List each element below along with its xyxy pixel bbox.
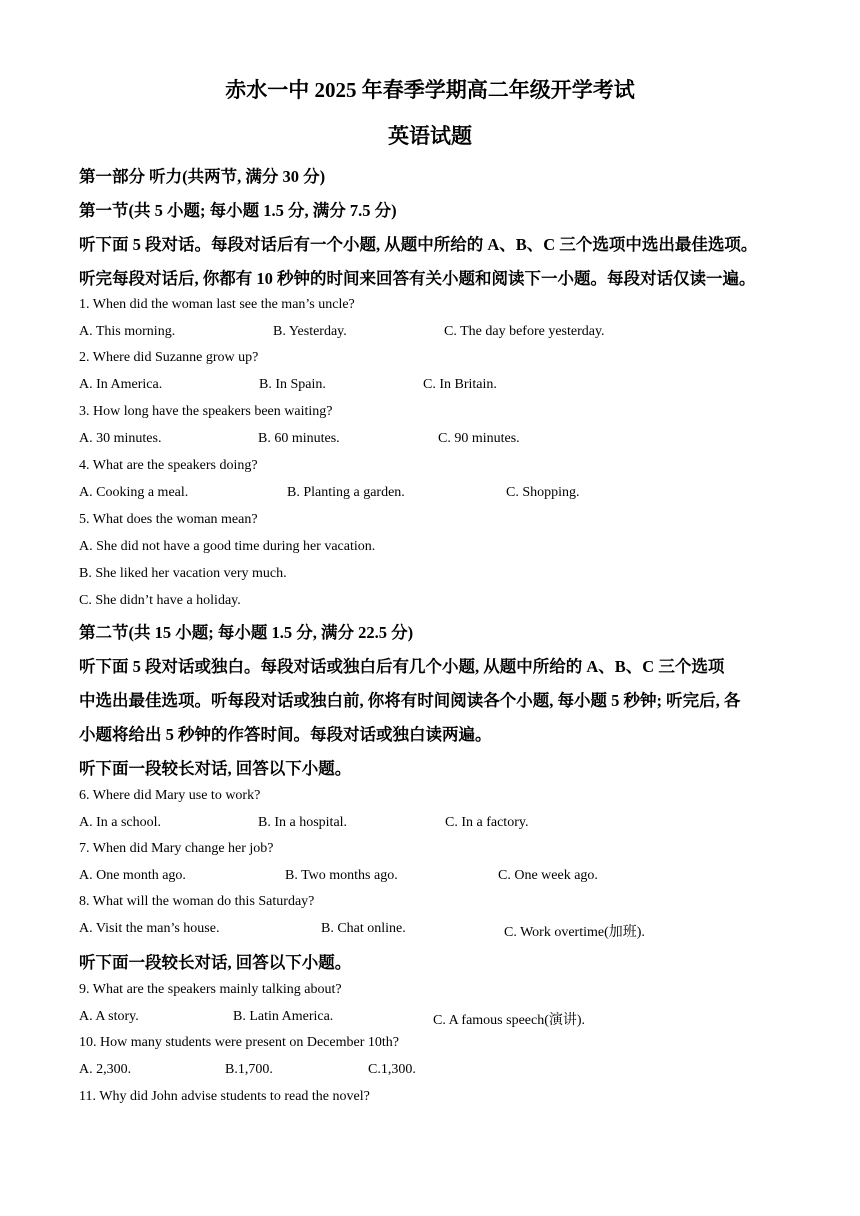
option-a: A. A story.	[79, 1009, 139, 1024]
option-b: B.1,700.	[225, 1062, 273, 1077]
option-b: B. Latin America.	[233, 1009, 334, 1024]
exam-subtitle: 英语试题	[388, 124, 472, 148]
section1-heading: 第一节(共 5 小题; 每小题 1.5 分, 满分 7.5 分)	[79, 201, 397, 220]
option-b: B. Planting a garden.	[287, 485, 405, 500]
section2-instruction-line: 小题将给出 5 秒钟的作答时间。每段对话或独白读两遍。	[79, 725, 492, 744]
option-a: A. 2,300.	[79, 1062, 132, 1077]
option-b: B. Chat online.	[321, 921, 406, 936]
option-c: C. Shopping.	[506, 485, 580, 500]
part1-heading: 第一部分 听力(共两节, 满分 30 分)	[79, 167, 326, 186]
option-b: B. Two months ago.	[285, 868, 398, 883]
option-a: A. One month ago.	[79, 868, 186, 883]
question-text: 8. What will the woman do this Saturday?	[79, 894, 315, 909]
question-text: 7. When did Mary change her job?	[79, 841, 274, 856]
dialogue-intro: 听下面一段较长对话, 回答以下小题。	[79, 953, 352, 972]
option-a: A. Cooking a meal.	[79, 485, 189, 500]
question-text: 2. Where did Suzanne grow up?	[79, 350, 259, 365]
option-a: A. Visit the man’s house.	[79, 921, 220, 936]
question-text: 5. What does the woman mean?	[79, 512, 258, 527]
option-a: A. In a school.	[79, 815, 162, 830]
option-b: B. Yesterday.	[273, 324, 347, 339]
question-text: 10. How many students were present on December 10th?	[79, 1035, 399, 1050]
question-text: 11. Why did John advise students to read the novel?	[79, 1089, 370, 1104]
question-text: 3. How long have the speakers been waiting?	[79, 404, 333, 419]
option-c: C. 90 minutes.	[438, 431, 520, 446]
option-a: A. 30 minutes.	[79, 431, 162, 446]
dialogue-intro: 听下面一段较长对话, 回答以下小题。	[79, 759, 352, 778]
option-c: C. In Britain.	[423, 377, 497, 392]
option-a: A. This morning.	[79, 324, 176, 339]
option-c: C. She didn’t have a holiday.	[79, 593, 241, 608]
option-c: C.1,300.	[368, 1062, 416, 1077]
option-c: C. Work overtime(加班).	[504, 925, 645, 940]
section2-heading: 第二节(共 15 小题; 每小题 1.5 分, 满分 22.5 分)	[79, 623, 414, 642]
option-a: A. In America.	[79, 377, 163, 392]
section1-instruction-line: 听完每段对话后, 你都有 10 秒钟的时间来回答有关小题和阅读下一小题。每段对话仅读一遍。	[79, 269, 756, 288]
option-b: B. She liked her vacation very much.	[79, 566, 287, 581]
question-text: 9. What are the speakers mainly talking about?	[79, 982, 342, 997]
option-c: C. In a factory.	[445, 815, 529, 830]
question-text: 1. When did the woman last see the man’s uncle?	[79, 297, 355, 312]
question-text: 4. What are the speakers doing?	[79, 458, 258, 473]
option-b: B. 60 minutes.	[258, 431, 340, 446]
option-c: C. One week ago.	[498, 868, 598, 883]
exam-title: 赤水一中 2025 年春季学期高二年级开学考试	[225, 78, 635, 102]
option-c: C. A famous speech(演讲).	[433, 1013, 586, 1028]
option-b: B. In Spain.	[259, 377, 326, 392]
option-c: C. The day before yesterday.	[444, 324, 605, 339]
section1-instruction-line: 听下面 5 段对话。每段对话后有一个小题, 从题中所给的 A、B、C 三个选项中选出最佳选项。	[79, 235, 758, 254]
option-a: A. She did not have a good time during her vacation.	[79, 539, 376, 554]
question-text: 6. Where did Mary use to work?	[79, 788, 261, 803]
option-b: B. In a hospital.	[258, 815, 348, 830]
section2-instruction-line: 中选出最佳选项。听每段对话或独白前, 你将有时间阅读各个小题, 每小题 5 秒钟; 听完后, 各	[79, 691, 741, 710]
section2-instruction-line: 听下面 5 段对话或独白。每段对话或独白后有几个小题, 从题中所给的 A、B、C 三个选项	[79, 657, 725, 676]
